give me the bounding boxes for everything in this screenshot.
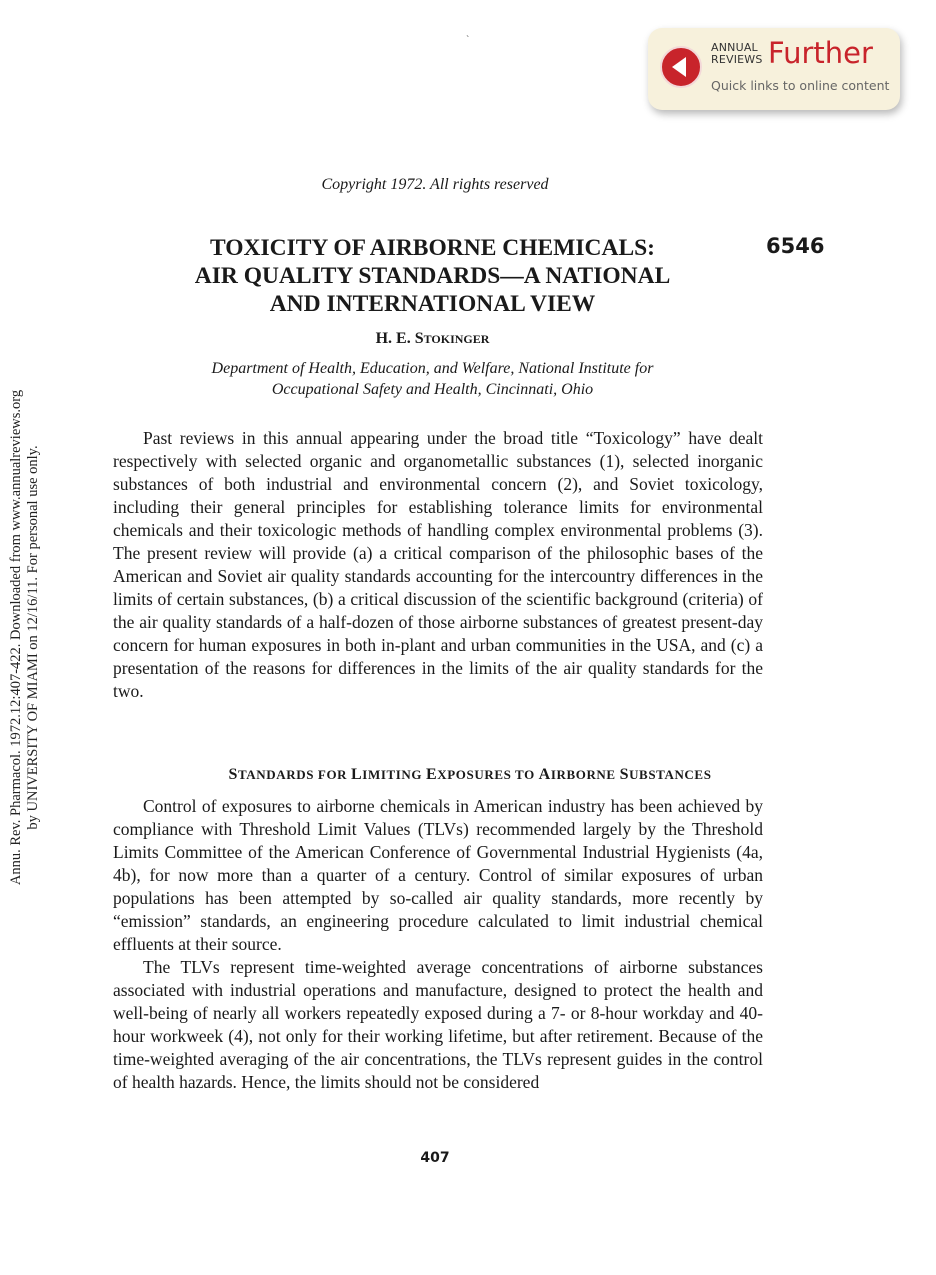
author-name	[100, 330, 765, 348]
title-line-1: TOXICITY OF AIRBORNE CHEMICALS:	[209, 235, 656, 261]
badge-subtitle: Quick links to online content	[711, 78, 890, 93]
body-paragraph-3: The TLVs represent time-weighted average concentrations of airborne substances associated with industrial operations and manufacture, designed to protect the health and well-being of nearly all workers repeatedly exposed during a 7- or 8-hour workday and 40-hour workweek (4), not only for their working lifetime, but after retirement. Because of the time-weighted averaging of the air concentrations, the TLVs represent guides in the control of health hazards. Hence, the limits should not be considered	[113, 957, 763, 1092]
page-number: 407	[420, 1150, 450, 1166]
stray-mark: `	[466, 35, 470, 46]
heading-word: EXPOSURES	[425, 766, 512, 783]
heading-word: SUBSTANCES	[619, 766, 712, 783]
article-code: 6546	[766, 234, 825, 258]
heading-word: FOR	[317, 767, 348, 782]
paper-title	[100, 234, 765, 318]
standards-section	[113, 795, 763, 1094]
body-paragraph-1: Past reviews in this annual appearing under the broad title “Toxicology” have dealt respectively with selected organic and organometallic substances (1), selected inorganic substances of both industrial and environmental concern (2), and Soviet toxicology, including their general principles for establishing tolerance limits for environmental chemicals and their toxicologic methods of handling complex environmental problems (3). The present review will provide (a) a critical comparison of the philosophic bases of the American and Soviet air quality standards accounting for the intercountry differences in the limits of certain substances, (b) a critical discussion of the scientific background (criteria) of the air quality standards of a half-dozen of those airborne substances of greatest present-day concern for human exposures in both in-plant and urban communities in the USA, and (c) a presentation of the reasons for differences in the limits of the air quality standards for the two.	[113, 428, 763, 701]
author-surname-rest: TOKINGER	[423, 332, 490, 346]
copyright-line: Copyright 1972. All rights reserved	[321, 176, 549, 193]
download-notice-line-1: Annu. Rev. Pharmacol. 1972.12:407-422. Downloaded from www.annualreviews.org	[8, 389, 24, 886]
title-line-3: AND INTERNATIONAL VIEW	[269, 291, 596, 317]
annual-reviews-logo-text	[711, 42, 763, 66]
author-initials: H. E.	[375, 330, 411, 347]
section-heading	[100, 766, 840, 784]
heading-word: TO	[515, 767, 535, 782]
author-affiliation	[100, 358, 765, 400]
badge-annual: ANNUAL	[711, 41, 758, 54]
heading-word: LIMITING	[351, 766, 423, 783]
title-line-2: AIR QUALITY STANDARDS—A NATIONAL	[194, 263, 671, 289]
affiliation-line-2: Occupational Safety and Health, Cincinnati, Ohio	[271, 381, 594, 398]
body-paragraph-2: Control of exposures to airborne chemicals in American industry has been achieved by compliance with Threshold Limit Values (TLVs) recommended largely by the Threshold Limits Committee of the American Conference of Governmental Industrial Hygienists (4a, 4b), for now more than a quarter of a century. Control of similar exposures of urban populations has been attempted by so-called air quality standards, more recently by “emission” standards, an engineering procedure calculated to limit industrial chemical effluents at their source.	[113, 796, 763, 954]
further-badge[interactable]	[648, 28, 900, 110]
badge-reviews: REVIEWS	[711, 53, 763, 66]
download-notice	[8, 350, 41, 925]
heading-word: AIRBORNE	[538, 766, 616, 783]
badge-further: Further	[768, 36, 873, 70]
back-arrow-icon[interactable]	[660, 46, 702, 88]
intro-section	[113, 427, 763, 703]
affiliation-line-1: Department of Health, Education, and Welfare, National Institute for	[211, 360, 654, 377]
heading-word: STANDARDS	[228, 766, 315, 783]
download-notice-line-2: by UNIVERSITY OF MIAMI on 12/16/11. For personal use only.	[24, 445, 41, 830]
author-surname-cap: S	[414, 330, 424, 347]
